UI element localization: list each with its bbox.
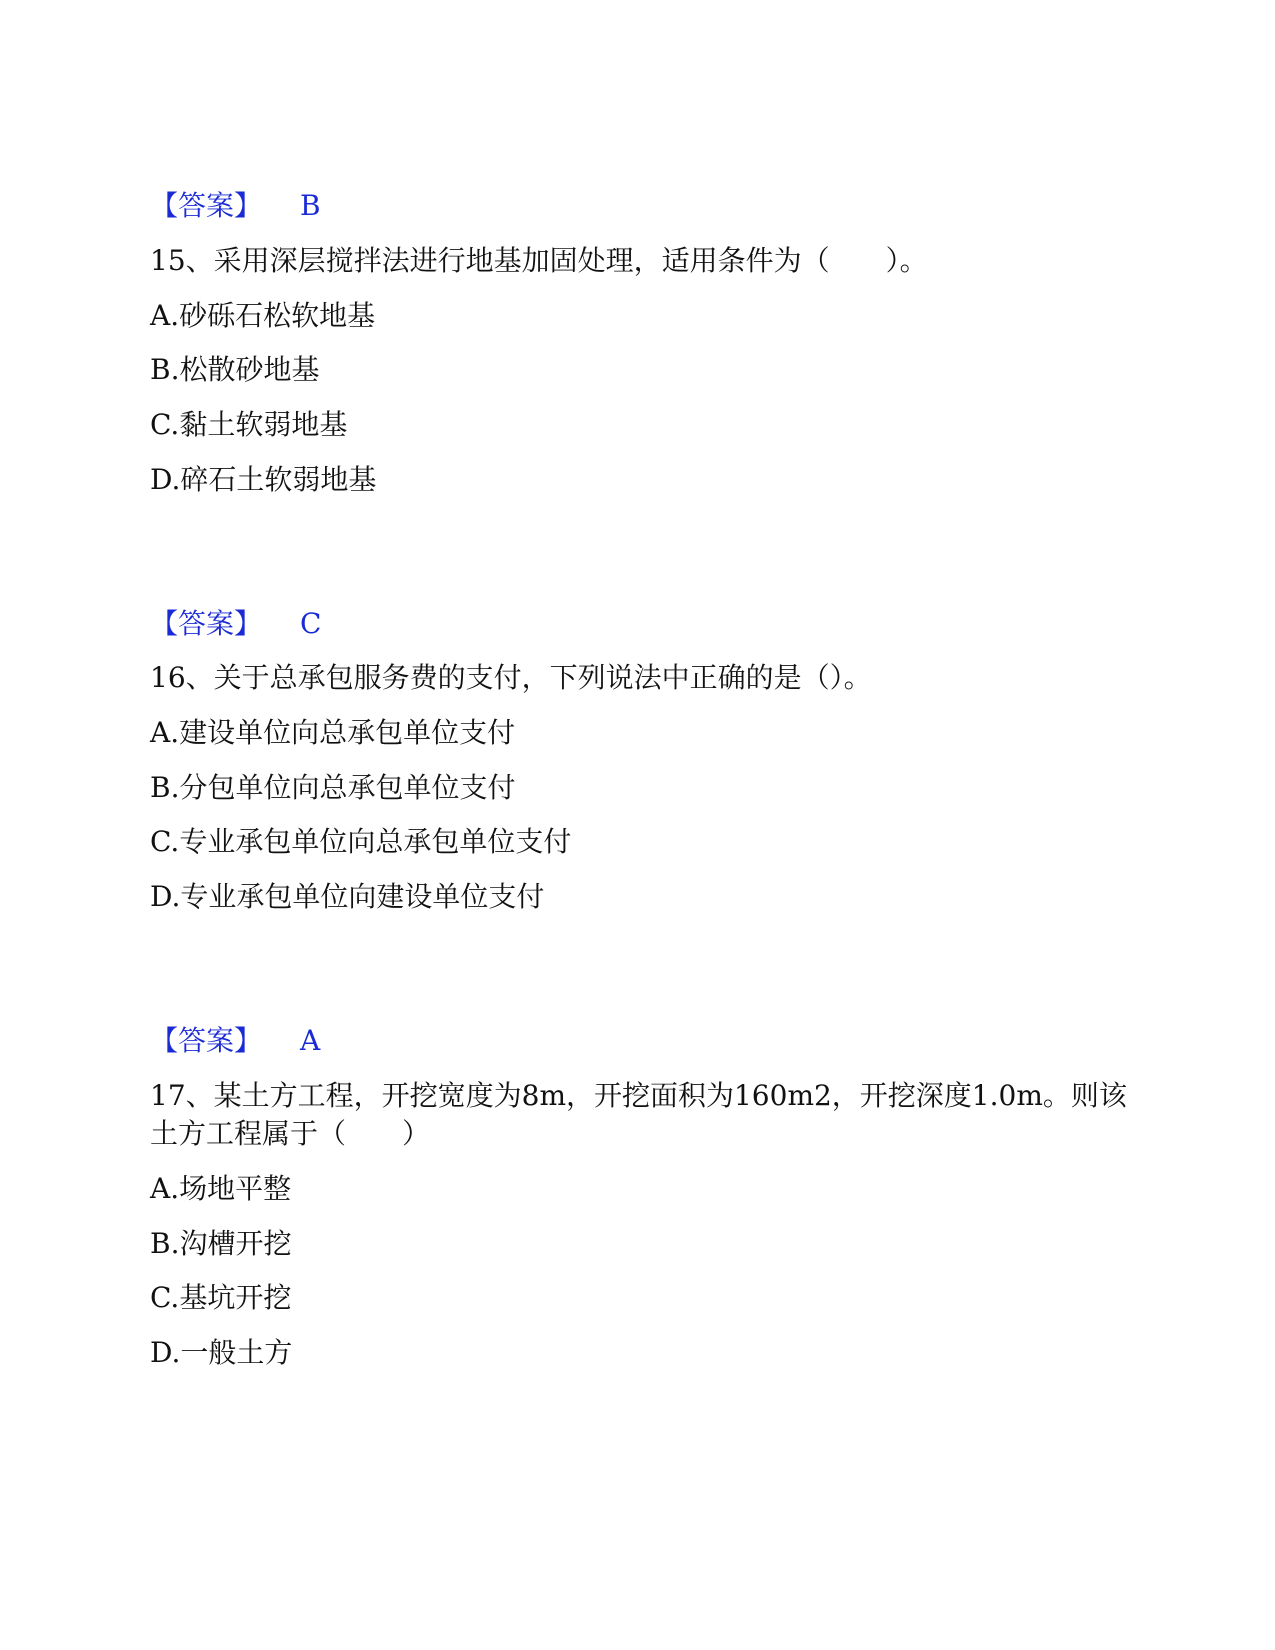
question-text-line2: 土方工程属于（ ） xyxy=(150,1117,431,1150)
answer-line xyxy=(150,186,321,226)
answer-value: C xyxy=(300,607,322,640)
option-c: C.黏土软弱地基 xyxy=(150,408,348,441)
option-c: C.基坑开挖 xyxy=(150,1281,292,1314)
answer-value: A xyxy=(300,1024,321,1057)
option-a: A.建设单位向总承包单位支付 xyxy=(150,716,516,749)
answer-line xyxy=(150,604,321,644)
option-d: D.专业承包单位向建设单位支付 xyxy=(150,880,545,913)
answer-line xyxy=(150,1021,320,1061)
question-text: 16、关于总承包服务费的支付，下列说法中正确的是（）。 xyxy=(150,661,872,694)
option-d: D.一般土方 xyxy=(150,1336,293,1369)
option-d: D.碎石土软弱地基 xyxy=(150,463,377,496)
answer-label: 【答案】 xyxy=(150,189,263,222)
option-a: A.砂砾石松软地基 xyxy=(150,299,376,332)
question-text-line1: 17、某土方工程，开挖宽度为8m，开挖面积为160m2，开挖深度1.0m。则该 xyxy=(150,1079,1127,1112)
option-b: B.松散砂地基 xyxy=(150,353,320,386)
answer-value: B xyxy=(300,189,321,222)
option-c: C.专业承包单位向总承包单位支付 xyxy=(150,825,572,858)
question-text: 15、采用深层搅拌法进行地基加固处理，适用条件为（ ）。 xyxy=(150,244,928,277)
option-a: A.场地平整 xyxy=(150,1172,292,1205)
answer-label: 【答案】 xyxy=(150,1024,263,1057)
answer-label: 【答案】 xyxy=(150,607,263,640)
option-b: B.分包单位向总承包单位支付 xyxy=(150,771,516,804)
option-b: B.沟槽开挖 xyxy=(150,1227,292,1260)
